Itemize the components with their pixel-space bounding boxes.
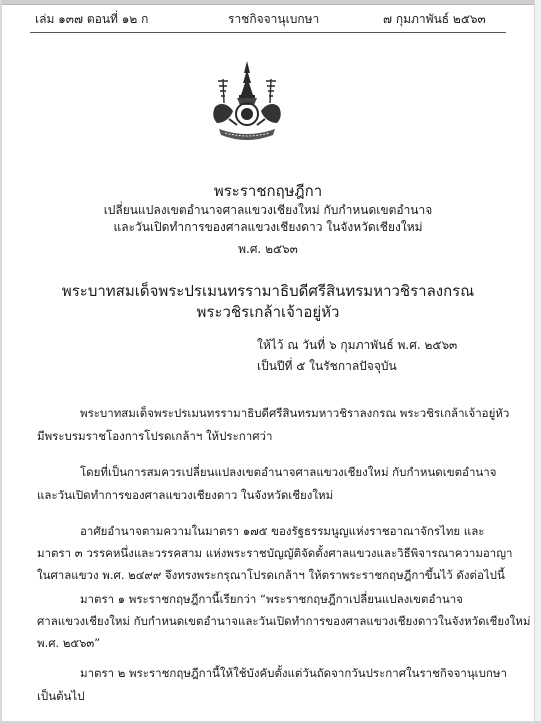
body-line: มาตรา ๓ วรรคหนึ่งและวรรคสาม แห่งพระราชบัญญัติจัดตั้งศาลแขวงและวิธีพิจารณาความอาญา: [37, 546, 513, 560]
section-2-line: มาตรา ๒ พระราชกฤษฎีกานี้ให้ใช้บังคับตั้งแต่วันถัดจากวันประกาศในราชกิจจานุเบกษา: [80, 666, 507, 680]
decree-subtitle-line-1: เปลี่ยนแปลงเขตอำนาจศาลแขวงเชียงใหม่ กับกำหนดเขตอำนาจ: [103, 203, 433, 217]
decree-title: พระราชกฤษฎีกา: [213, 182, 323, 200]
section-1-line: พ.ศ. ๒๕๖๓”: [37, 636, 101, 650]
body-line: อาศัยอำนาจตามความในมาตรา ๑๗๕ ของรัฐธรรมนูญแห่งราชอาณาจักรไทย และ: [80, 524, 485, 538]
section-2-line: เป็นต้นไป: [37, 689, 85, 703]
body-line: มีพระบรมราชโองการโปรดเกล้าฯ ให้ประกาศว่า: [37, 429, 273, 443]
document-page: [2, 5, 534, 721]
page-header: [2, 9, 534, 29]
header-gazette-name: ราชกิจจานุเบกษา: [228, 12, 320, 26]
header-divider: [30, 32, 506, 33]
decree-subtitle-line-2: และวันเปิดทำการของศาลแขวงเชียงดาว ในจังหวัดเชียงใหม่: [113, 220, 423, 234]
royal-emblem-icon: [207, 59, 287, 141]
reign-year: เป็นปีที่ ๕ ในรัชกาลปัจจุบัน: [257, 359, 397, 373]
viewer-scrollbar[interactable]: [534, 0, 541, 724]
body-line: ในศาลแขวง พ.ศ. ๒๔๙๙ จึงทรงพระกรุณาโปรดเกล้าฯ ให้ตราพระราชกฤษฎีกาขึ้นไว้ ดังต่อไปนี้: [37, 568, 505, 582]
section-1-line: ศาลแขวงเชียงใหม่ กับกำหนดเขตอำนาจและวันเปิดทำการของศาลแขวงเชียงดาวในจังหวัดเชียงใหม่: [37, 614, 531, 628]
header-date: ๗ กุมภาพันธ์ ๒๕๖๓: [383, 12, 486, 26]
body-line: พระบาทสมเด็จพระปรเมนทรรามาธิบดีศรีสินทรมหาวชิราลงกรณ พระวชิรเกล้าเจ้าอยู่หัว: [80, 406, 510, 420]
body-line: และวันเปิดทำการของศาลแขวงเชียงดาว ในจังหวัดเชียงใหม่: [37, 488, 334, 502]
body-line: โดยที่เป็นการสมควรเปลี่ยนแปลงเขตอำนาจศาลแขวงเชียงใหม่ กับกำหนดเขตอำนาจ: [80, 465, 497, 479]
decree-year: พ.ศ. ๒๕๖๓: [238, 242, 298, 256]
header-volume: เล่ม ๑๓๗ ตอนที่ ๑๒ ก: [35, 12, 149, 26]
king-name-line-1: พระบาทสมเด็จพระปรเมนทรรามาธิบดีศรีสินทรมหาวชิราลงกรณ: [61, 282, 475, 300]
king-name-line-2: พระวชิรเกล้าเจ้าอยู่หัว: [196, 303, 340, 321]
section-1-line: มาตรา ๑ พระราชกฤษฎีกานี้เรียกว่า “พระราชกฤษฎีกาเปลี่ยนแปลงเขตอำนาจ: [80, 592, 463, 606]
given-date: ให้ไว้ ณ วันที่ ๖ กุมภาพันธ์ พ.ศ. ๒๕๖๓: [257, 338, 458, 352]
